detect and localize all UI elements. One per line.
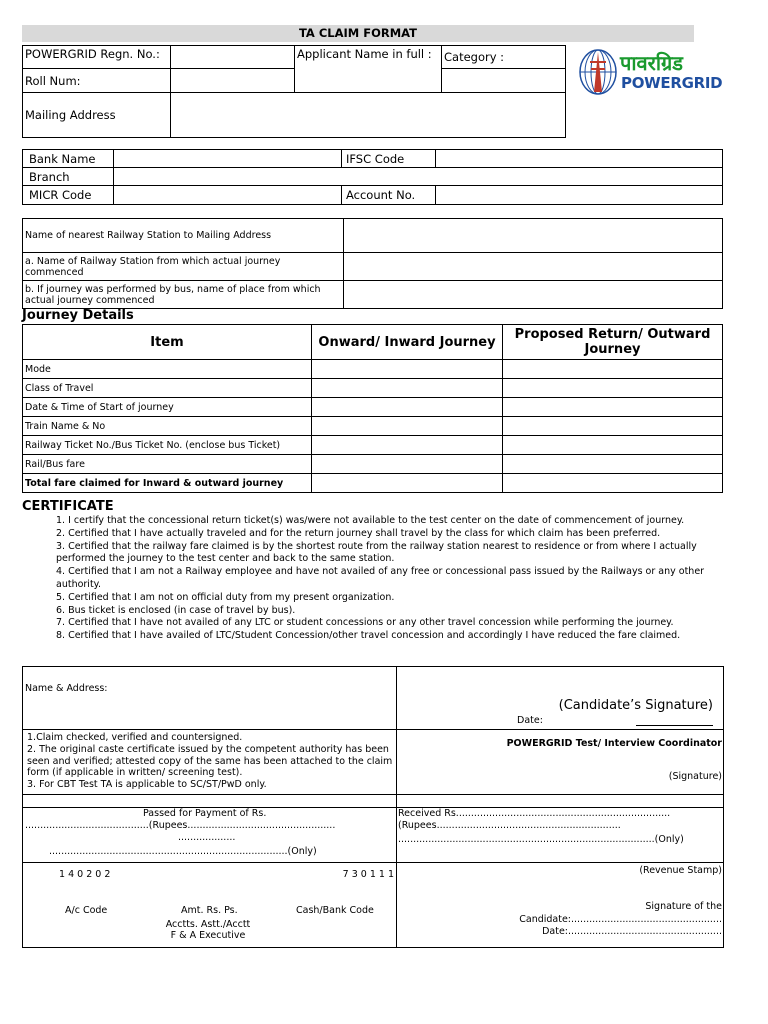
regn-field[interactable] xyxy=(171,46,295,69)
date-underline xyxy=(636,725,713,726)
certificate-item: 4. Certified that I am not a Railway employee and have not availed of any free or concessional pass issued by the Railways or any other authority. xyxy=(56,566,705,590)
coordinator-signature-label: (Signature) xyxy=(668,771,722,782)
return-total-cell[interactable] xyxy=(503,474,723,493)
name-address-cell[interactable] xyxy=(23,667,397,730)
journey-row-label: Date & Time of Start of journey xyxy=(23,398,312,417)
accts-line-1: Acctts. Astt./Acctt xyxy=(165,919,251,930)
bus-place-field[interactable] xyxy=(344,281,723,309)
received-line-2: (Rupees............................................................. xyxy=(398,820,621,831)
ifsc-label: IFSC Code xyxy=(342,150,436,168)
onward-cell[interactable] xyxy=(312,436,503,455)
certificate-item: 5. Certified that I am not on official duty from my present organization. xyxy=(56,591,395,603)
passed-line-4: ...............................................................................(Only) xyxy=(49,846,317,857)
return-cell[interactable] xyxy=(503,436,723,455)
note-item: 2. The original caste certificate issued by the competent authority has been seen and verified; attested copy of the same has been attached to the claim form (if applicable in written/ screening test). xyxy=(27,743,393,779)
station-table xyxy=(22,218,723,309)
roll-label: Roll Num: xyxy=(23,69,171,93)
branch-label: Branch xyxy=(23,168,114,186)
passed-line-1: Passed for Payment of Rs. xyxy=(143,808,267,819)
bus-place-label: b. If journey was performed by bus, name of place from which actual journey commenced xyxy=(23,281,344,309)
return-cell[interactable] xyxy=(503,398,723,417)
spacer-cell xyxy=(23,795,397,808)
journey-row-label: Class of Travel xyxy=(23,379,312,398)
logo-english: POWERGRID xyxy=(621,74,723,92)
journey-row-label: Mode xyxy=(23,360,312,379)
logo-hindi: पावरग्रिड xyxy=(620,51,683,75)
journey-row-label: Railway Ticket No./Bus Ticket No. (enclose bus Ticket) xyxy=(23,436,312,455)
certificate-item: 6. Bus ticket is enclosed (in case of travel by bus). xyxy=(56,604,296,616)
return-cell[interactable] xyxy=(503,379,723,398)
received-line-3: .....................................................................................(Only) xyxy=(398,834,684,845)
applicant-label: Applicant Name in full : xyxy=(295,46,442,93)
col-onward-header: Onward/ Inward Journey xyxy=(312,325,503,360)
revenue-stamp-label: (Revenue Stamp) xyxy=(639,865,722,876)
onward-cell[interactable] xyxy=(312,417,503,436)
onward-cell[interactable] xyxy=(312,360,503,379)
notes-cell xyxy=(23,730,397,795)
certificate-item: 8. Certified that I have availed of LTC/Student Concession/other travel concession and accordingly I have reduced the fare claimed. xyxy=(56,630,681,642)
note-item: 1.Claim checked, verified and countersigned. xyxy=(27,732,243,743)
category-label: Category : xyxy=(442,46,566,69)
applicant-header-table xyxy=(22,45,566,138)
certificate-item: 2. Certified that I have actually traveled and for the return journey shall travel by the class for which claim has been preferred. xyxy=(56,527,661,539)
receipt-date-line: Date:................................................... xyxy=(542,926,722,937)
amt-label: Amt. Rs. Ps. xyxy=(181,905,238,916)
pylon-icon xyxy=(578,47,618,97)
verification-table xyxy=(22,666,724,948)
received-cell[interactable] xyxy=(397,808,724,863)
certificate-list xyxy=(56,515,724,643)
bank-details-table xyxy=(22,149,723,205)
accounts-cell xyxy=(23,863,397,948)
certificate-item: 3. Certified that the railway fare claimed is by the shortest route from the railway station nearest to residence or from where I actually performed the journey to the test center and back to the same station. xyxy=(56,540,697,565)
journey-heading: Journey Details xyxy=(22,308,134,323)
passed-line-2: .........................................(Rupees................................................. xyxy=(25,820,336,831)
onward-cell[interactable] xyxy=(312,398,503,417)
name-address-label: Name & Address: xyxy=(25,683,108,694)
onward-cell[interactable] xyxy=(312,379,503,398)
candidate-receipt-cell[interactable] xyxy=(397,863,724,948)
candidate-signature-label: (Candidate’s Signature) xyxy=(558,698,713,713)
coordinator-label: POWERGRID Test/ Interview Coordinator xyxy=(506,738,722,749)
ac-code-label: A/c Code xyxy=(65,905,108,916)
mailing-label: Mailing Address xyxy=(23,93,171,138)
received-line-1: Received Rs....................................................................... xyxy=(398,808,671,819)
return-cell[interactable] xyxy=(503,455,723,474)
passed-payment-cell[interactable] xyxy=(23,808,397,863)
return-cell[interactable] xyxy=(503,360,723,379)
signature-of-label: Signature of the xyxy=(645,901,722,912)
code-right: 7 3 0 1 1 1 xyxy=(342,869,394,880)
ifsc-field[interactable] xyxy=(436,150,723,168)
mailing-field[interactable] xyxy=(171,93,566,138)
journey-total-label: Total fare claimed for Inward & outward journey xyxy=(23,474,312,493)
col-return-header: Proposed Return/ Outward Journey xyxy=(503,325,723,360)
coordinator-cell[interactable] xyxy=(397,730,724,795)
nearest-station-field[interactable] xyxy=(344,219,723,253)
nearest-station-label: Name of nearest Railway Station to Mailing Address xyxy=(23,219,344,253)
certificate-item: 1. I certify that the concessional return ticket(s) was/were not available to the test center on the date of commencement of journey. xyxy=(56,515,685,526)
powergrid-logo xyxy=(574,47,723,97)
onward-cell[interactable] xyxy=(312,455,503,474)
col-item-header: Item xyxy=(23,325,312,360)
certificate-heading: CERTIFICATE xyxy=(22,499,114,514)
onward-total-cell[interactable] xyxy=(312,474,503,493)
micr-field[interactable] xyxy=(114,186,342,205)
regn-label: POWERGRID Regn. No.: xyxy=(23,46,171,69)
category-field[interactable] xyxy=(442,69,566,93)
bank-name-label: Bank Name xyxy=(23,150,114,168)
micr-label: MICR Code xyxy=(23,186,114,205)
accts-label xyxy=(153,919,263,941)
commenced-station-field[interactable] xyxy=(344,253,723,281)
passed-line-3: ................... xyxy=(178,832,236,843)
certificate-item: 7. Certified that I have not availed of any LTC or student concessions or any other travel concession while performing the journey. xyxy=(56,617,674,629)
return-cell[interactable] xyxy=(503,417,723,436)
date-label: Date: xyxy=(517,715,543,726)
journey-table xyxy=(22,324,723,493)
account-field[interactable] xyxy=(436,186,723,205)
cash-bank-label: Cash/Bank Code xyxy=(296,905,374,916)
code-left: 1 4 0 2 0 2 xyxy=(59,869,111,880)
account-label: Account No. xyxy=(342,186,436,205)
journey-row-label: Rail/Bus fare xyxy=(23,455,312,474)
candidate-line: Candidate:.................................................. xyxy=(519,914,722,925)
form-title: TA CLAIM FORMAT xyxy=(22,25,694,42)
spacer-cell xyxy=(397,795,724,808)
roll-field[interactable] xyxy=(171,69,295,93)
journey-row-label: Train Name & No xyxy=(23,417,312,436)
accts-line-2: F & A Executive xyxy=(170,930,246,941)
branch-field[interactable] xyxy=(114,168,723,186)
candidate-signature-cell[interactable] xyxy=(397,667,724,730)
bank-name-field[interactable] xyxy=(114,150,342,168)
commenced-station-label: a. Name of Railway Station from which actual journey commenced xyxy=(23,253,344,281)
note-item: 3. For CBT Test TA is applicable to SC/ST/PwD only. xyxy=(27,779,267,791)
